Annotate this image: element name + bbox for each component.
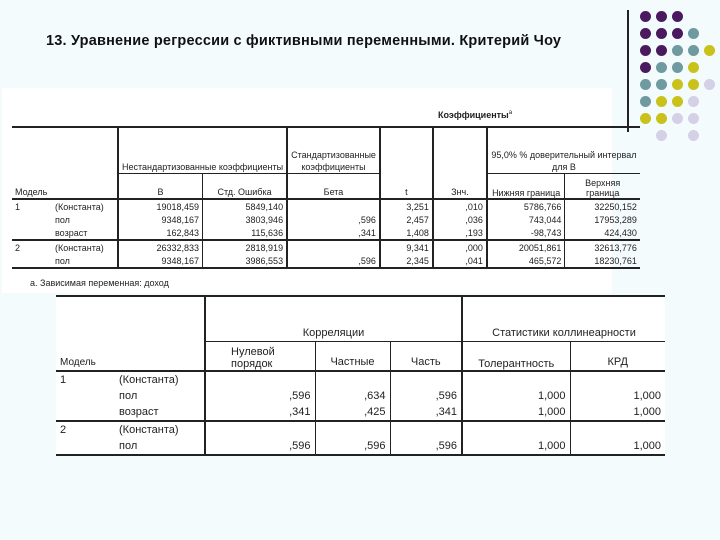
cell-z: ,596 bbox=[205, 438, 315, 455]
dot-purple bbox=[640, 45, 651, 56]
dot-lavender bbox=[688, 130, 699, 141]
table-row bbox=[56, 421, 665, 438]
cell-m bbox=[56, 438, 115, 455]
cell-up: 18230,761 bbox=[565, 254, 640, 268]
dot-yellow bbox=[688, 79, 699, 90]
divider-line bbox=[627, 10, 629, 132]
cell-b: 19018,459 bbox=[118, 199, 203, 213]
table-row bbox=[12, 226, 640, 240]
cell-v: пол bbox=[119, 389, 138, 402]
cell-m bbox=[56, 388, 115, 404]
header-zero-order: Нулевой порядок bbox=[205, 341, 315, 371]
dot-lavender bbox=[688, 113, 699, 124]
caption-sup: a bbox=[508, 110, 513, 116]
cell-pa: ,596 bbox=[315, 438, 390, 455]
cell-m bbox=[12, 254, 52, 268]
cell-v: (Константа) bbox=[119, 423, 179, 436]
header-tolerance: Толерантность bbox=[462, 341, 570, 371]
cell-sig: ,036 bbox=[433, 213, 487, 226]
cell-m: 2 bbox=[15, 242, 21, 253]
cell-beta: ,596 bbox=[287, 213, 380, 226]
cell-beta: ,341 bbox=[287, 226, 380, 240]
header-lower: Нижняя граница bbox=[487, 173, 565, 199]
cell-sig: ,041 bbox=[433, 254, 487, 268]
cell-z bbox=[205, 421, 315, 438]
cell-se: 5849,140 bbox=[203, 199, 288, 213]
cell-vif: 1,000 bbox=[570, 388, 665, 404]
cell-m: 1 bbox=[15, 201, 21, 212]
cell-vif bbox=[570, 421, 665, 438]
dot-yellow bbox=[688, 62, 699, 73]
cell-up: 17953,289 bbox=[565, 213, 640, 226]
dot-lavender bbox=[704, 79, 715, 90]
corner-cell bbox=[56, 296, 205, 341]
header-standardized: Стандартизованные коэффициенты bbox=[287, 127, 380, 173]
coefficients-table bbox=[12, 126, 640, 269]
cell-m: 2 bbox=[60, 423, 67, 436]
cell-sig: ,193 bbox=[433, 226, 487, 240]
dot-teal bbox=[656, 62, 667, 73]
cell-lo: 465,572 bbox=[487, 254, 565, 268]
dot-purple bbox=[656, 11, 667, 22]
cell-lo: 20051,861 bbox=[487, 240, 565, 254]
dot-teal bbox=[688, 28, 699, 39]
coefficients-caption bbox=[438, 110, 512, 120]
cell-pt: ,596 bbox=[390, 388, 462, 404]
cell-b: 26332,833 bbox=[118, 240, 203, 254]
cell-v: (Константа) bbox=[55, 242, 104, 253]
header-t: t bbox=[380, 173, 433, 199]
cell-vif: 1,000 bbox=[570, 404, 665, 421]
cell-up: 32613,776 bbox=[565, 240, 640, 254]
header-correlations: Корреляции bbox=[205, 296, 462, 341]
cell-up: 32250,152 bbox=[565, 199, 640, 213]
dot-purple bbox=[640, 11, 651, 22]
correlations-table bbox=[56, 295, 665, 456]
cell-tol bbox=[462, 371, 570, 388]
dot-lavender bbox=[688, 96, 699, 107]
cell-lo: 5786,766 bbox=[487, 199, 565, 213]
dot-teal bbox=[672, 62, 683, 73]
cell-pa: ,425 bbox=[315, 404, 390, 421]
cell-pa: ,634 bbox=[315, 388, 390, 404]
cell-z bbox=[205, 371, 315, 388]
cell-v: пол bbox=[119, 439, 138, 452]
dot-yellow bbox=[672, 79, 683, 90]
cell-lo: 743,044 bbox=[487, 213, 565, 226]
cell-se: 3803,946 bbox=[203, 213, 288, 226]
cell-v: возраст bbox=[119, 405, 159, 418]
dot-yellow bbox=[640, 113, 651, 124]
header-collinearity: Статистики коллинеарности bbox=[462, 296, 665, 341]
dot-yellow bbox=[656, 96, 667, 107]
cell-pt bbox=[390, 421, 462, 438]
cell-b: 9348,167 bbox=[118, 213, 203, 226]
dot-teal bbox=[656, 79, 667, 90]
empty-cell bbox=[433, 127, 487, 173]
header-sig: Знч. bbox=[433, 173, 487, 199]
cell-tol: 1,000 bbox=[462, 438, 570, 455]
header-beta: Бета bbox=[287, 173, 380, 199]
table-row bbox=[56, 404, 665, 421]
dot-purple bbox=[656, 45, 667, 56]
header-model: Модель bbox=[60, 357, 96, 368]
cell-z: ,596 bbox=[205, 388, 315, 404]
dot-teal bbox=[640, 79, 651, 90]
cell-v: пол bbox=[55, 214, 70, 225]
dot-purple bbox=[640, 28, 651, 39]
table-row bbox=[56, 371, 665, 388]
header-se: Стд. Ошибка bbox=[203, 173, 288, 199]
table-row bbox=[12, 199, 640, 213]
cell-pa bbox=[315, 371, 390, 388]
table-row bbox=[56, 388, 665, 404]
cell-t: 2,457 bbox=[380, 213, 433, 226]
dot-purple bbox=[656, 28, 667, 39]
dot-purple bbox=[640, 62, 651, 73]
cell-v: пол bbox=[55, 255, 70, 266]
cell-sig: ,000 bbox=[433, 240, 487, 254]
header-ci: 95,0% % доверительный интервал для B bbox=[487, 127, 640, 173]
cell-vif bbox=[570, 371, 665, 388]
dot-yellow bbox=[672, 96, 683, 107]
table-row bbox=[12, 240, 640, 254]
cell-v: (Константа) bbox=[119, 373, 179, 386]
cell-se: 2818,919 bbox=[203, 240, 288, 254]
header-unstandardized: Нестандартизованные коэффициенты bbox=[118, 127, 287, 173]
dot-teal bbox=[688, 45, 699, 56]
cell-pt bbox=[390, 371, 462, 388]
table-row bbox=[56, 438, 665, 455]
header-part: Часть bbox=[390, 341, 462, 371]
corner-cell bbox=[12, 127, 118, 173]
cell-b: 162,843 bbox=[118, 226, 203, 240]
cell-sig: ,010 bbox=[433, 199, 487, 213]
cell-v: (Константа) bbox=[55, 201, 104, 212]
dot-teal bbox=[672, 45, 683, 56]
dot-lavender bbox=[656, 130, 667, 141]
cell-beta: ,596 bbox=[287, 254, 380, 268]
cell-m bbox=[56, 404, 115, 421]
empty-cell bbox=[380, 127, 433, 173]
cell-se: 3986,553 bbox=[203, 254, 288, 268]
dot-yellow bbox=[656, 113, 667, 124]
dot-yellow bbox=[704, 45, 715, 56]
cell-m: 1 bbox=[60, 373, 67, 386]
cell-tol: 1,000 bbox=[462, 404, 570, 421]
cell-pt: ,341 bbox=[390, 404, 462, 421]
cell-up: 424,430 bbox=[565, 226, 640, 240]
header-partial: Частные bbox=[315, 341, 390, 371]
cell-vif: 1,000 bbox=[570, 438, 665, 455]
cell-t: 3,251 bbox=[380, 199, 433, 213]
cell-lo: -98,743 bbox=[487, 226, 565, 240]
header-b: B bbox=[118, 173, 203, 199]
cell-v: возраст bbox=[55, 227, 88, 238]
cell-tol: 1,000 bbox=[462, 388, 570, 404]
cell-tol bbox=[462, 421, 570, 438]
header-model: Модель bbox=[15, 187, 48, 197]
dot-purple bbox=[672, 11, 683, 22]
dot-teal bbox=[640, 96, 651, 107]
header-upper: Верхняя граница bbox=[565, 173, 640, 199]
cell-m bbox=[12, 226, 52, 240]
cell-z: ,341 bbox=[205, 404, 315, 421]
header-vif: КРД bbox=[570, 341, 665, 371]
slide-title: 13. Уравнение регрессии с фиктивными переменными. Критерий Чоу bbox=[46, 33, 562, 49]
cell-pa bbox=[315, 421, 390, 438]
caption-text: Коэффициенты bbox=[438, 110, 509, 120]
cell-pt: ,596 bbox=[390, 438, 462, 455]
cell-m bbox=[12, 213, 52, 226]
dot-lavender bbox=[672, 113, 683, 124]
cell-t: 2,345 bbox=[380, 254, 433, 268]
table-row bbox=[12, 254, 640, 268]
cell-se: 115,636 bbox=[203, 226, 288, 240]
footnote: a. Зависимая переменная: доход bbox=[30, 278, 169, 288]
dot-purple bbox=[672, 28, 683, 39]
cell-b: 9348,167 bbox=[118, 254, 203, 268]
cell-t: 1,408 bbox=[380, 226, 433, 240]
cell-beta bbox=[287, 199, 380, 213]
table-row bbox=[12, 213, 640, 226]
cell-beta bbox=[287, 240, 380, 254]
cell-t: 9,341 bbox=[380, 240, 433, 254]
